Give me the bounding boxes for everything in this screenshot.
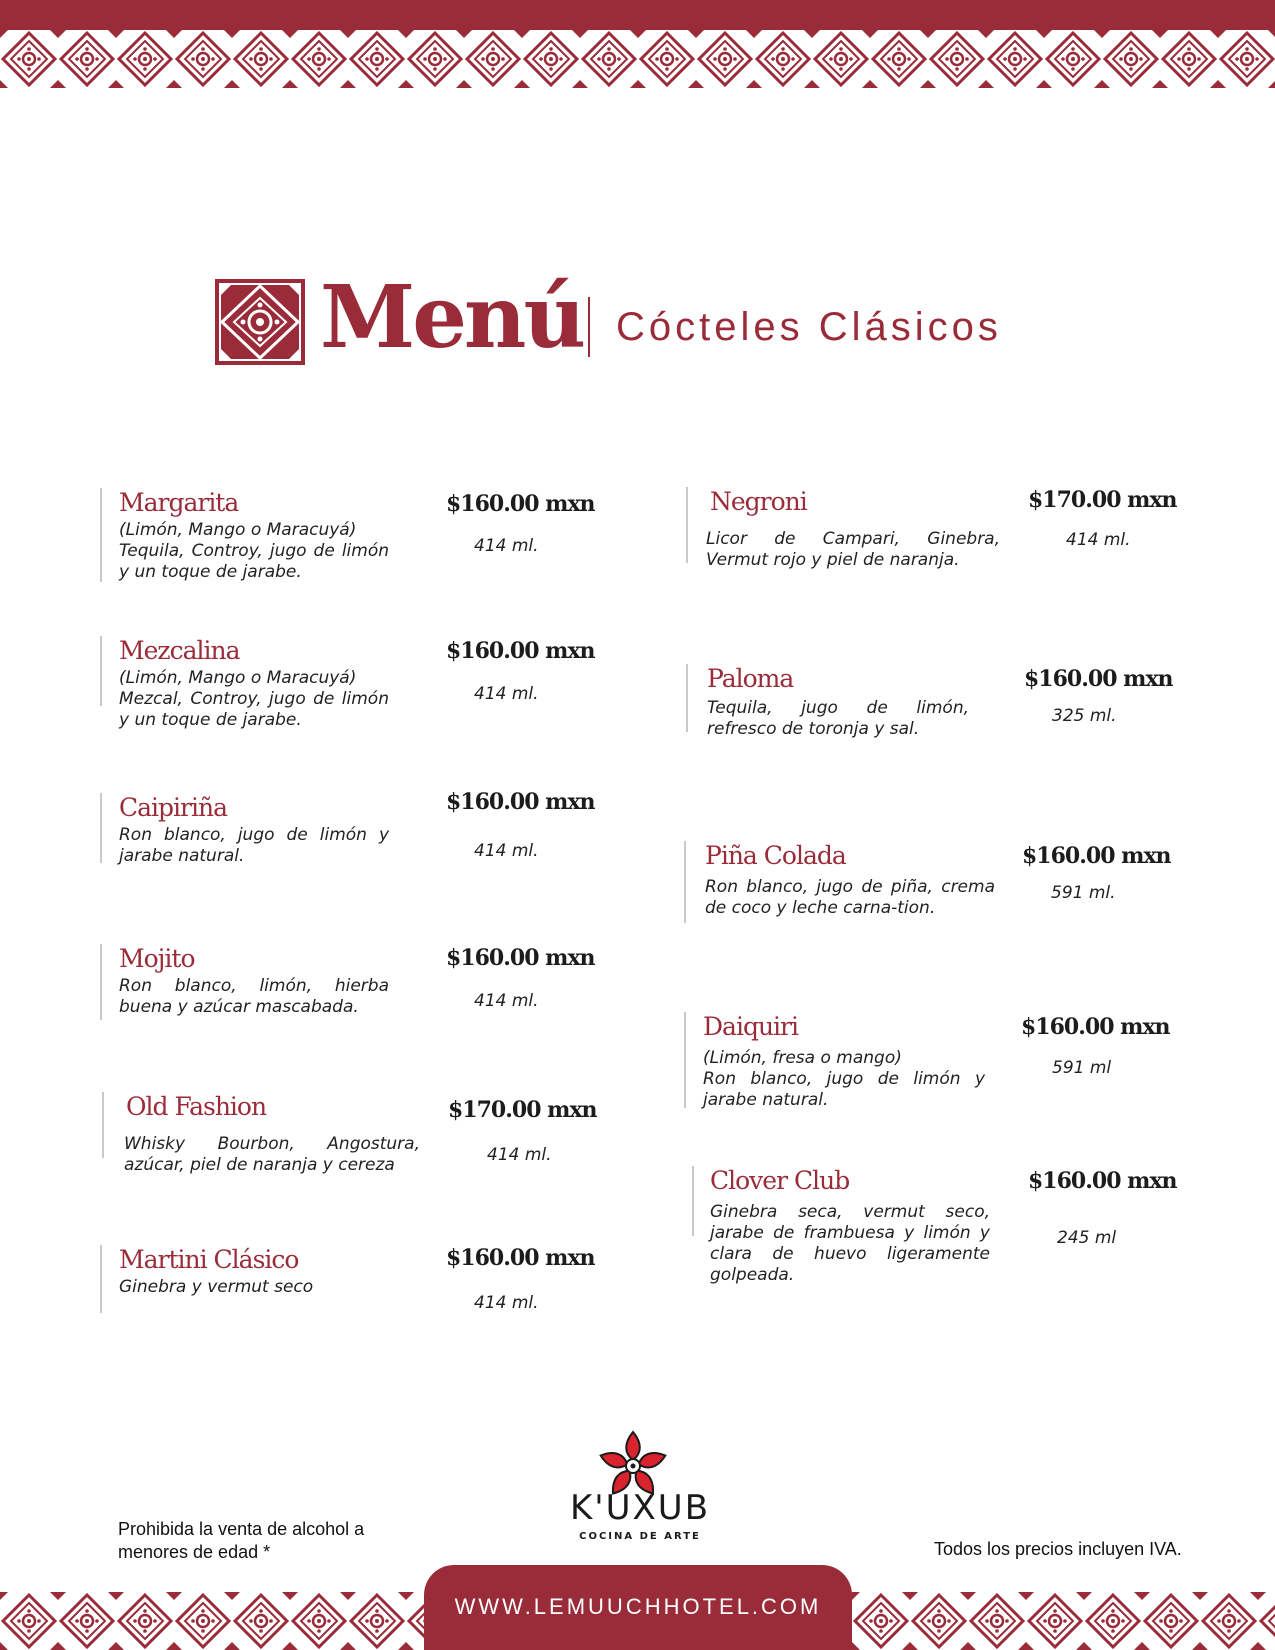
item-description: Licor de Campari, Ginebra, Vermut rojo y piel de naranja. (706, 529, 1000, 570)
item-description: Ron blanco, limón, hierba buena y azúcar mascabada. (119, 976, 389, 1017)
item-price: $160.00 mxn (446, 945, 595, 971)
item-name: Piña Colada (705, 841, 846, 870)
item-volume: 591 ml (1052, 1058, 1112, 1078)
item-description: Ron blanco, jugo de piña, crema de coco y leche carna-tion. (705, 877, 995, 918)
item-name: Old Fashion (126, 1092, 267, 1121)
item-name: Mezcalina (119, 636, 240, 665)
item-description: (Limón, Mango o Maracuyá) Tequila, Controy, jugo de limón y un toque de jarabe. (119, 520, 389, 582)
item-name: Mojito (119, 944, 195, 973)
item-divider (684, 1012, 686, 1108)
item-description: Ron blanco, jugo de limón y jarabe natural. (119, 825, 389, 866)
ornament-logo-icon (214, 278, 306, 366)
item-description: (Limón, Mango o Maracuyá) Mezcal, Controy, jugo de limón y un toque de jarabe. (119, 668, 389, 730)
item-description: Ginebra seca, vermut seco, jarabe de frambuesa y limón y clara de huevo ligeramente golpeada. (710, 1202, 990, 1285)
item-volume: 414 ml. (474, 536, 539, 556)
title-divider (588, 297, 590, 357)
item-divider (100, 793, 102, 863)
item-divider (100, 488, 102, 582)
item-volume: 245 ml (1057, 1228, 1117, 1248)
page-title: Menú (320, 267, 583, 368)
item-price: $160.00 mxn (1024, 666, 1173, 692)
legal-notice: Prohibida la venta de alcohol a menores de edad * (118, 1519, 365, 1562)
item-divider (100, 944, 102, 1020)
item-volume: 414 ml. (487, 1145, 552, 1165)
item-divider (686, 664, 688, 732)
item-description: Tequila, jugo de limón, refresco de toronja y sal. (707, 698, 969, 739)
item-divider (100, 636, 102, 706)
item-name: Clover Club (710, 1166, 850, 1195)
page-subtitle: Cócteles Clásicos (616, 305, 1002, 349)
item-name: Paloma (707, 664, 794, 693)
item-volume: 325 ml. (1052, 706, 1117, 726)
item-divider (686, 487, 688, 563)
item-name: Negroni (710, 487, 807, 516)
item-name: Daiquiri (703, 1012, 798, 1041)
bottom-left-ornament-pattern (0, 1592, 425, 1650)
item-name: Caipiriña (119, 793, 227, 822)
item-volume: 591 ml. (1051, 883, 1116, 903)
brand-tagline: COCINA DE ARTE (579, 1531, 701, 1542)
item-price: $160.00 mxn (1021, 1014, 1170, 1040)
item-divider (684, 841, 686, 923)
item-volume: 414 ml. (474, 841, 539, 861)
top-ornament-pattern (0, 30, 1275, 88)
bottom-right-ornament-pattern (852, 1592, 1275, 1650)
item-price: $160.00 mxn (446, 638, 595, 664)
item-name: Martini Clásico (119, 1245, 299, 1274)
top-band (0, 0, 1275, 30)
item-price: $160.00 mxn (1022, 843, 1171, 869)
item-price: $170.00 mxn (1028, 487, 1177, 513)
item-name: Margarita (119, 488, 239, 517)
website-link[interactable]: WWW.LEMUUCHHOTEL.COM (454, 1594, 822, 1619)
item-price: $170.00 mxn (448, 1097, 597, 1123)
tax-notice: Todos los precios incluyen IVA. (934, 1539, 1182, 1559)
item-volume: 414 ml. (474, 991, 539, 1011)
item-price: $160.00 mxn (446, 491, 595, 517)
item-divider (692, 1166, 694, 1236)
item-price: $160.00 mxn (446, 789, 595, 815)
item-price: $160.00 mxn (446, 1245, 595, 1271)
item-volume: 414 ml. (474, 1293, 539, 1313)
item-volume: 414 ml. (1066, 530, 1131, 550)
item-description: (Limón, fresa o mango) Ron blanco, jugo de limón y jarabe natural. (703, 1048, 985, 1110)
item-description: Whisky Bourbon, Angostura, azúcar, piel de naranja y cereza (124, 1134, 420, 1175)
item-divider (100, 1245, 102, 1313)
item-volume: 414 ml. (474, 684, 539, 704)
brand-name: K'UXUB (569, 1488, 711, 1528)
item-description: Ginebra y vermut seco (119, 1277, 314, 1297)
item-price: $160.00 mxn (1028, 1168, 1177, 1194)
item-divider (102, 1092, 104, 1158)
